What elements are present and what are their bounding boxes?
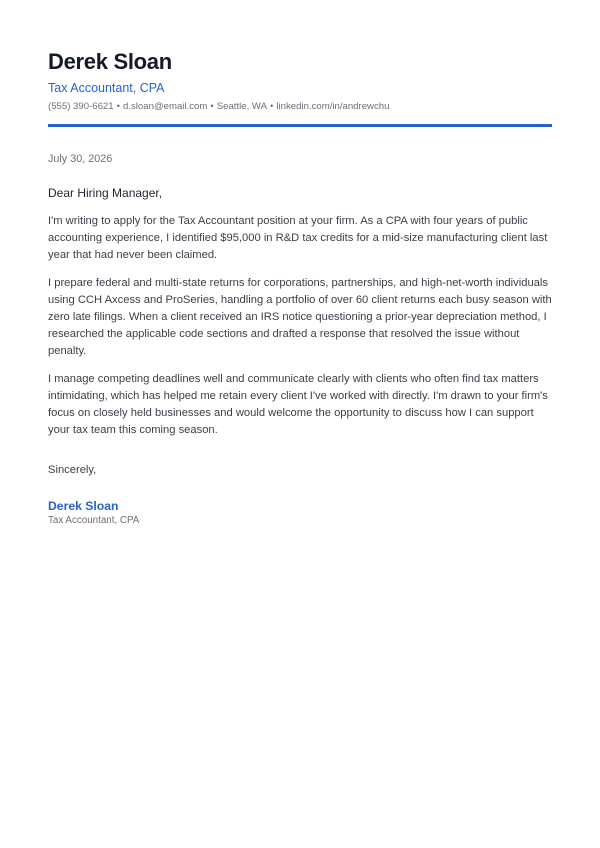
contact-linkedin: linkedin.com/in/andrewchu (276, 101, 390, 112)
letter-body (48, 152, 552, 528)
applicant-title: Tax Accountant, CPA (48, 81, 165, 95)
letter-date: July 30, 2026 (48, 153, 113, 165)
letter-header (48, 48, 552, 127)
body-paragraph-3: I manage competing deadlines well and communicate clearly with clients who often find tax matters intimidating, which has helped me retain every client I've worked with directly. I'm drawn to your firm's focus on closely held businesses and would welcome the opportunity to discuss how I can support your tax team this coming season. (48, 372, 548, 437)
contact-email: d.sloan@email.com (122, 101, 208, 112)
signature-name: Derek Sloan (48, 499, 119, 514)
contact-phone: (555) 390-6621 (48, 101, 114, 112)
contact-line (48, 100, 552, 114)
contact-separator: • (116, 101, 120, 112)
contact-separator: • (270, 101, 274, 112)
salutation: Dear Hiring Manager, (48, 186, 163, 200)
header-divider (48, 124, 552, 127)
body-paragraph-1: I'm writing to apply for the Tax Accountant position at your firm. As a CPA with four years of public accounting experience, I identified $95,000 in R&D tax credits for a mid-size manufacturing client last year that had never been claimed. (48, 215, 548, 262)
contact-separator: • (210, 101, 214, 112)
contact-location: Seattle, WA (216, 101, 268, 112)
body-paragraph-2: I prepare federal and multi-state returns for corporations, partnerships, and high-net-worth individuals using CCH Axcess and ProSeries, handling a portfolio of over 60 client returns each busy season with zero late filings. When a client received an IRS notice questioning a prior-year depreciation method, I researched the applicable code sections and drafted a response that resolved the issue without penalty. (48, 276, 552, 358)
signature-title: Tax Accountant, CPA (48, 515, 140, 527)
applicant-name: Derek Sloan (48, 49, 172, 74)
closing: Sincerely, (48, 464, 97, 477)
